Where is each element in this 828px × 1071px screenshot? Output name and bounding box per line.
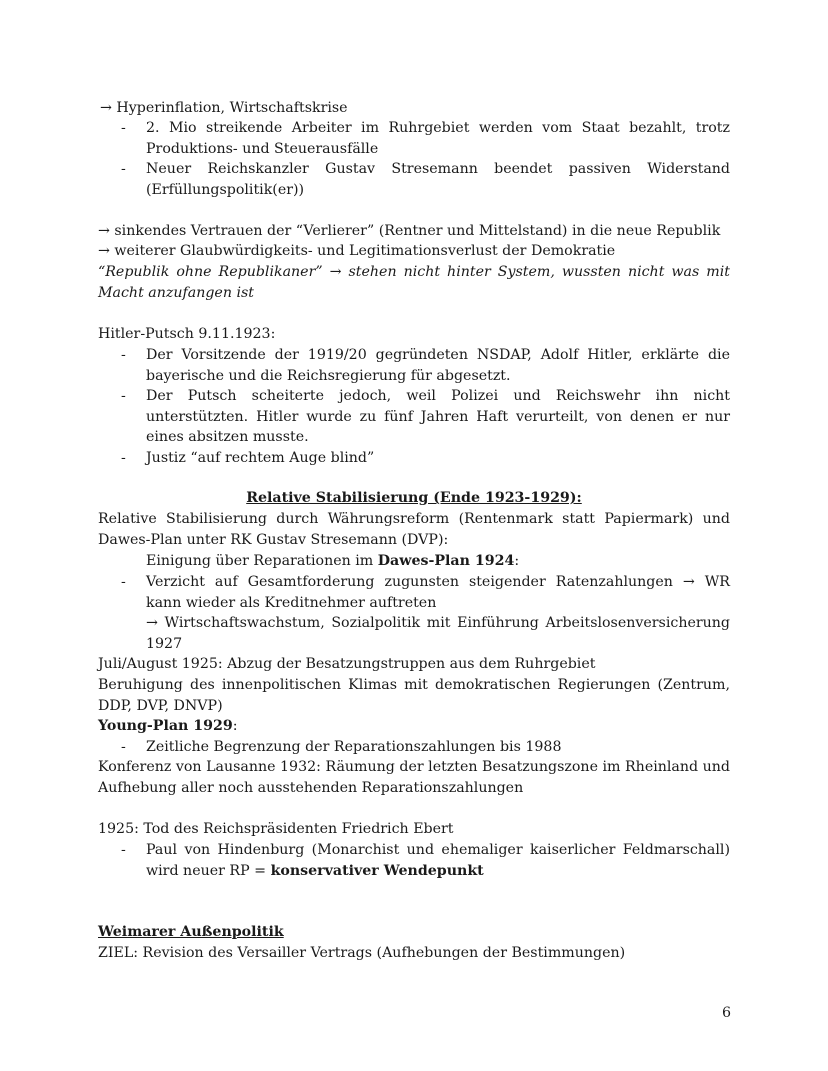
stab-young-heading: Young-Plan 1929: <box>98 718 238 734</box>
stab-bullet-begrenzung: Zeitliche Begrenzung der Reparationszahlungen bis 1988 <box>146 739 562 755</box>
ebert-bullet-hindenburg: Paul von Hindenburg (Monarchist und ehemaliger kaiserlicher Feldmarschall) wird neuer RP = konservativer Wendepunkt <box>146 842 730 879</box>
wendepunkt-label: konservativer Wendepunkt <box>270 862 484 879</box>
putsch-bullet-scheitern: Der Putsch scheiterte jedoch, weil Polizei und Reichswehr ihn nicht unterstützten. Hitler wurde zu fünf Jahren Haft verurteilt, von denen er nur eines absitzen musste. <box>146 388 730 446</box>
bullet-marker: - <box>121 161 126 177</box>
stab-bullet-ratenzahlungen: Verzicht auf Gesamtforderung zugunsten steigender Ratenzahlungen → WR kann wieder als Kreditnehmer auftreten <box>146 574 730 611</box>
bullet-marker: - <box>121 347 126 363</box>
putsch-bullet-justiz: Justiz “auf rechtem Auge blind” <box>146 450 375 466</box>
stab-paragraph-lausanne: Konferenz von Lausanne 1932: Räumung der letzten Besatzungszone im Rheinland und Aufhebung aller noch ausstehenden Reparationszahlungen <box>98 759 730 796</box>
stab-paragraph-waehrung: Relative Stabilisierung durch Währungsreform (Rentenmark statt Papiermark) und Dawes-Plan unter RK Gustav Stresemann (DVP): <box>98 511 730 548</box>
stab-paragraph-beruhigung: Beruhigung des innenpolitischen Klimas mit demokratischen Regierungen (Zentrum, DDP, DVP, DNVP) <box>98 677 730 714</box>
stab-dawes-heading: Einigung über Reparationen im Dawes-Plan 1924: <box>146 553 520 569</box>
intro-republik-quote: “Republik ohne Republikaner” → stehen nicht hinter System, wussten nicht was mit Macht anzufangen ist <box>98 264 730 301</box>
bullet-marker: - <box>121 120 126 136</box>
young-plan-label: Young-Plan 1929 <box>98 718 233 734</box>
aussenpolitik-ziel: ZIEL: Revision des Versailler Vertrags (Aufhebungen der Bestimmungen) <box>98 945 626 961</box>
stab-bullet-wachstum: → Wirtschaftswachstum, Sozialpolitik mit Einführung Arbeitslosenversicherung 1927 <box>146 615 730 652</box>
stab-line-abzug: Juli/August 1925: Abzug der Besatzungstruppen aus dem Ruhrgebiet <box>98 656 596 672</box>
dawes-plan-label: Dawes-Plan 1924 <box>377 553 515 569</box>
ebert-heading: 1925: Tod des Reichspräsidenten Friedrich Ebert <box>98 821 454 837</box>
putsch-bullet-nsdap: Der Vorsitzende der 1919/20 gegründeten NSDAP, Adolf Hitler, erklärte die bayerische und die Reichsregierung für abgesetzt. <box>146 347 730 384</box>
bullet-marker: - <box>121 388 126 404</box>
bullet-marker: - <box>121 574 126 590</box>
intro-line-legitimation: → weiterer Glaubwürdigkeits- und Legitimationsverlust der Demokratie <box>98 243 616 259</box>
page-number: 6 <box>722 1005 732 1021</box>
bullet-marker: - <box>121 450 126 466</box>
aussenpolitik-heading: Weimarer Außenpolitik <box>98 924 284 940</box>
intro-bullet-streik: 2. Mio streikende Arbeiter im Ruhrgebiet werden vom Staat bezahlt, trotz Produktions- und Steuerausfälle <box>146 120 730 157</box>
intro-line-vertrauen: → sinkendes Vertrauen der “Verlierer” (Rentner und Mittelstand) in die neue Republik <box>98 223 721 239</box>
bullet-marker: - <box>121 739 126 755</box>
intro-bullet-stresemann: Neuer Reichskanzler Gustav Stresemann beendet passiven Widerstand (Erfüllungspolitik(er)) <box>146 161 730 198</box>
intro-line-hyperinflation: → Hyperinflation, Wirtschaftskrise <box>100 100 348 116</box>
section-title-stabilisierung: Relative Stabilisierung (Ende 1923-1929): <box>246 490 582 506</box>
putsch-heading: Hitler-Putsch 9.11.1923: <box>98 326 276 342</box>
bullet-marker: - <box>121 842 126 858</box>
